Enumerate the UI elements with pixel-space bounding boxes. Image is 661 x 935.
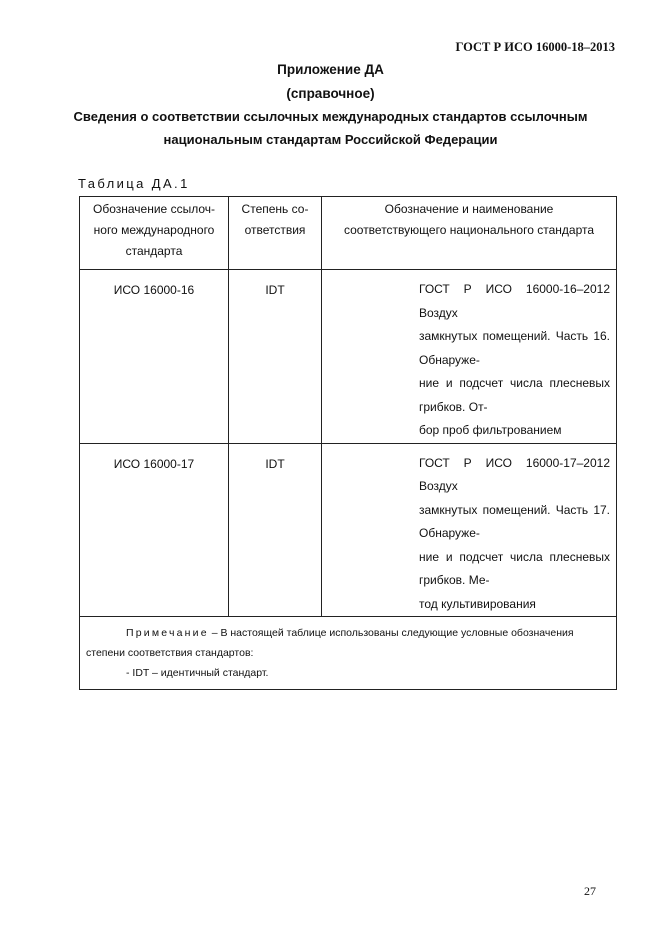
- national-standard-line: ГОСТ Р ИСО 16000-16–2012 Воздух: [419, 282, 610, 320]
- header-text: стандарта: [125, 244, 183, 258]
- header-text: соответствующего национального стандарта: [343, 223, 595, 237]
- header-text: Степень со-: [241, 202, 309, 216]
- national-standard-cell: [322, 270, 617, 444]
- table-note: [80, 617, 617, 690]
- national-standard-line: ГОСТ Р ИСО 16000-17–2012 Воздух: [419, 455, 610, 493]
- note-label: Примечание: [126, 627, 209, 639]
- table-row: [80, 443, 617, 617]
- annex-description-line-1: Сведения о соответствии ссылочных международных стандартов ссылочным: [73, 109, 588, 124]
- table-note-row: [80, 617, 617, 690]
- national-standard-cell: [322, 443, 617, 617]
- header-degree-of-correspondence: [229, 197, 322, 270]
- national-standard-line: замкнутых помещений. Часть 16. Обнаруже-: [419, 329, 610, 367]
- table-row: [80, 270, 617, 444]
- degree-cell: IDT: [229, 270, 322, 444]
- national-standard-line: замкнутых помещений. Часть 17. Обнаруже-: [419, 502, 610, 540]
- correspondence-table: [79, 196, 617, 690]
- annex-title: Приложение ДА: [277, 62, 384, 77]
- note-text: – В настоящей таблице использованы следующие условные обозначения: [208, 627, 574, 639]
- national-standard-line: бор проб фильтрованием: [419, 423, 562, 437]
- document-code: ГОСТ Р ИСО 16000-18–2013: [455, 40, 615, 54]
- note-line-1: [86, 623, 610, 643]
- header-text: ного международного: [93, 223, 215, 237]
- page-number: 27: [584, 884, 596, 898]
- national-standard-line: ние и подсчет числа плесневых грибков. Ме-: [419, 549, 610, 587]
- degree-cell: IDT: [229, 443, 322, 617]
- national-standard-line: тод культивирования: [419, 596, 536, 611]
- national-standard-line: ние и подсчет числа плесневых грибков. От-: [419, 376, 610, 414]
- header-international-standard: [80, 197, 229, 270]
- header-national-standard: [322, 197, 617, 270]
- header-text: Обозначение и наименование: [384, 202, 554, 216]
- table-header-row: [80, 197, 617, 270]
- header-text: ответствия: [244, 223, 306, 237]
- annex-description-line-2: национальным стандартам Российской Федерации: [163, 132, 498, 147]
- international-standard-cell: ИСО 16000-17: [80, 443, 229, 617]
- table-caption: Таблица ДА.1: [78, 176, 190, 191]
- annex-type: (справочное): [286, 86, 375, 101]
- header-text: Обозначение ссылоч-: [93, 202, 215, 216]
- note-line-3: - IDT – идентичный стандарт.: [126, 667, 269, 679]
- note-line-2: степени соответствия стандартов:: [86, 647, 254, 659]
- international-standard-cell: ИСО 16000-16: [80, 270, 229, 444]
